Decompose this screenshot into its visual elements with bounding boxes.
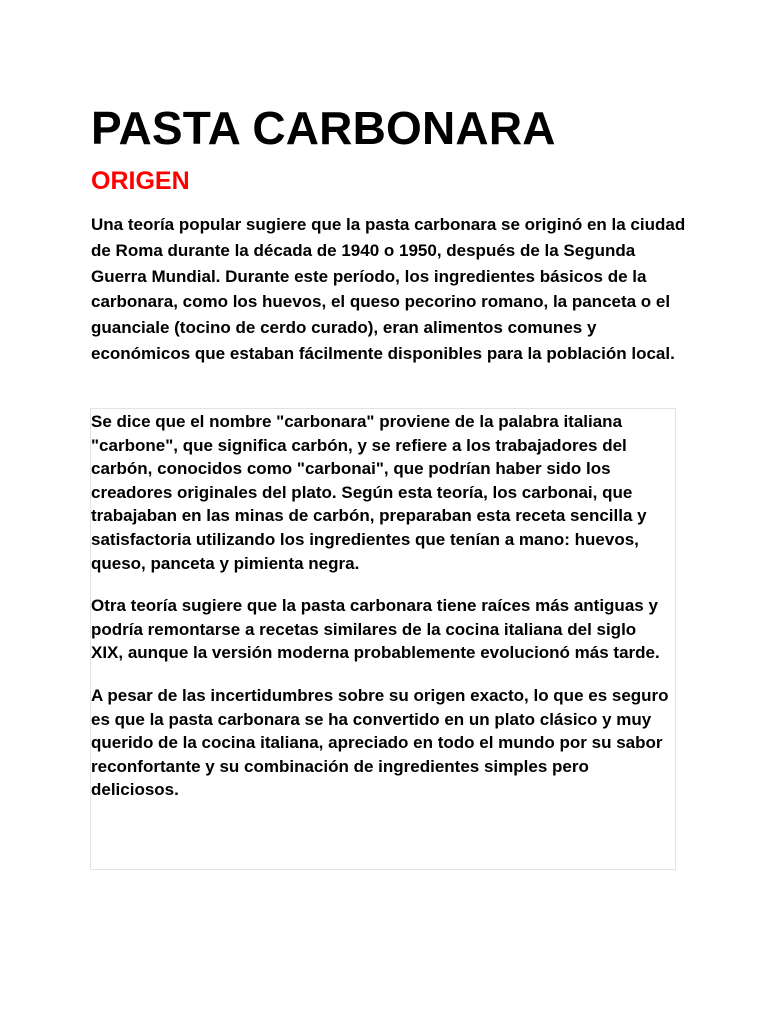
boxed-paragraph-older-theory: Otra teoría sugiere que la pasta carbonara tiene raíces más antiguas y podría remontarse a recetas similares de la cocina italiana del siglo XIX, aunque la versión moderna probablemente evolucionó más tarde. (91, 596, 660, 663)
section-heading-origen: ORIGEN (91, 167, 190, 195)
intro-paragraph: Una teoría popular sugiere que la pasta carbonara se originó en la ciudad de Roma durante la década de 1940 o 1950, después de la Segunda Guerra Mundial. Durante este período, los ingredientes básicos de la carbonara, como los huevos, el queso pecorino romano, la panceta o el guanciale (tocino de cerdo curado), eran alimentos comunes y económicos que estaban fácilmente disponibles para la población local. (91, 215, 686, 363)
boxed-paragraph-conclusion: A pesar de las incertidumbres sobre su origen exacto, lo que es seguro es que la pasta carbonara se ha convertido en un plato clásico y muy querido de la cocina italiana, apreciado en todo el mundo por su sabor reconfortante y su combinación de ingredientes simples pero deliciosos. (91, 685, 669, 800)
document-title: PASTA CARBONARA (91, 102, 556, 154)
boxed-text-section (90, 408, 676, 870)
boxed-paragraph-name-origin: Se dice que el nombre "carbonara" proviene de la palabra italiana "carbone", que significa carbón, y se refiere a los trabajadores del carbón, conocidos como "carbonai", que podrían haber sido los creadores originales del plato. Según esta teoría, los carbonai, que trabajaban en las minas de carbón, preparaban esta receta sencilla y satisfactoria utilizando los ingredientes que tenían a mano: huevos, queso, panceta y pimienta negra. (91, 412, 647, 573)
